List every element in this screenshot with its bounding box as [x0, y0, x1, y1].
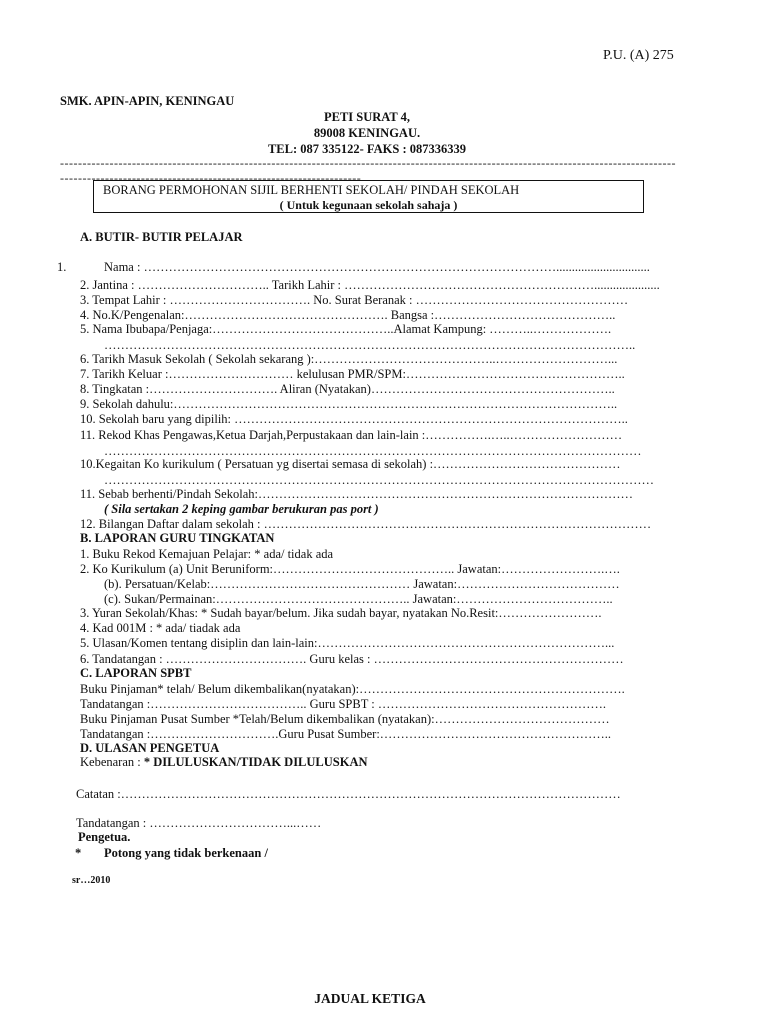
item-number-1: 1. [57, 260, 67, 274]
field-buku-rekod: 1. Buku Rekod Kemajuan Pelajar: * ada/ tidak ada [80, 547, 334, 561]
field-kebenaran [80, 755, 368, 770]
kebenaran-label: Kebenaran : [80, 755, 144, 769]
form-code: sr…2010 [72, 875, 111, 886]
field-sebab-berhenti: 11. Sebab berhenti/Pindah Sekolah:……………………………………………………………………………… [80, 487, 633, 501]
field-tandatangan-guru: 6. Tandatangan : ……………………………. Guru kelas : …………………………………………………… [80, 652, 624, 666]
field-jantina: 2. Jantina : ………………………….. Tarikh Lahir : ……………………………………………………..................... [80, 278, 660, 292]
field-ulasan-disiplin: 5. Ulasan/Komen tentang disiplin dan lain-lain:……………………………………………………………... [80, 636, 615, 650]
field-persatuan: (b). Persatuan/Kelab:………………………………………… Jawatan:………………………………… [104, 577, 620, 591]
schedule-title: JADUAL KETIGA [314, 991, 426, 1006]
field-tempat-lahir: 3. Tempat Lahir : ……………………………. No. Surat Beranak : …………………………………………… [80, 293, 629, 307]
field-no-kp: 4. No.K/Pengenalan:…………………………………………. Bangsa :…………………………………….. [80, 308, 616, 322]
field-kokurikulum: 10.Kegaitan Ko kurikulum ( Persatuan yg disertai semasa di sekolah) :……………………………………… [80, 457, 621, 471]
school-name: SMK. APIN-APIN, KENINGAU [60, 94, 235, 108]
field-tingkatan: 8. Tingkatan :…………………………. Aliran (Nyatakan)………………………………………………….. [80, 382, 615, 396]
section-b-heading: B. LAPORAN GURU TINGKATAN [80, 531, 275, 545]
field-yuran: 3. Yuran Sekolah/Khas: * Sudah bayar/belum. Jika sudah bayar, nyatakan No.Resit:……………………. [80, 606, 602, 620]
phone-fax: TEL: 087 335122- FAKS : 087336339 [267, 142, 467, 156]
field-tandatangan-spbt: Tandatangan :……………………………….. Guru SPBT : ………………………………………………. [80, 697, 606, 711]
section-d-heading: D. ULASAN PENGETUA [80, 741, 220, 755]
potong-note: Potong yang tidak berkenaan / [104, 846, 268, 860]
field-rekod-khas-cont: ………………………………………………………………………………………………………………… [104, 444, 642, 458]
address-line-2: 89008 KENINGAU. [313, 126, 421, 140]
field-catatan: Catatan :………………………………………………………………………………………………………… [76, 787, 621, 801]
field-kokurikulum-cont: …………………………………………………………………………………………………………………… [104, 473, 654, 487]
pengetua-label: Pengetua. [78, 830, 131, 844]
asterisk: * [75, 846, 82, 860]
form-title: BORANG PERMOHONAN SIJIL BERHENTI SEKOLAH/ PINDAH SEKOLAH [103, 183, 520, 197]
address-line-1: PETI SURAT 4, [323, 110, 411, 124]
kebenaran-value: * DILULUSKAN/TIDAK DILULUSKAN [143, 755, 368, 769]
field-pusat-sumber: Buku Pinjaman Pusat Sumber *Telah/Belum dikembalikan (nyatakan):…………………………………… [80, 712, 610, 726]
field-nama-ibubapa-cont: ……………………………………………………………………………………………………………….. [104, 338, 636, 352]
field-sekolah-dahulu: 9. Sekolah dahulu:…………………………………………………………………………………………….. [80, 397, 618, 411]
field-unit-beruniform: 2. Ko Kurikulum (a) Unit Beruniform:…………………………………….. Jawatan:…………………….…. [80, 562, 620, 576]
field-tandatangan-pengetua: Tandatangan : ……………………………...…… [76, 816, 322, 830]
field-sukan: (c). Sukan/Permainan:……………………………………….. Jawatan:……………………………….. [104, 592, 613, 606]
field-tarikh-masuk: 6. Tarikh Masuk Sekolah ( Sekolah sekarang ):……………………………………..………………………... [80, 352, 618, 366]
field-tandatangan-pusat-sumber: Tandatangan :………………………….Guru Pusat Sumber:……………………………………………….. [80, 727, 612, 741]
field-nama: Nama : ……………………………………………………………………………………….............................. [104, 260, 650, 274]
form-subtitle: ( Untuk kegunaan sekolah sahaja ) [279, 198, 458, 212]
header-separator: ------------------------------------------------------------------------------------------------------------------------------------------------------------------------------------------------------------ [60, 156, 676, 185]
section-c-heading: C. LAPORAN SPBT [80, 666, 192, 680]
field-kad-001m: 4. Kad 001M : * ada/ tiadak ada [80, 621, 241, 635]
field-nama-ibubapa: 5. Nama Ibubapa/Penjaga:……………………………………..Alamat Kampung: ………..………………. [80, 322, 612, 336]
section-a-heading: A. BUTIR- BUTIR PELAJAR [80, 230, 243, 244]
page-reference: P.U. (A) 275 [603, 48, 674, 63]
field-tarikh-keluar: 7. Tarikh Keluar :………………………… kelulusan PMR/SPM:…………………………………………….. [80, 367, 625, 381]
field-sekolah-baru: 10. Sekolah baru yang dipilih: ………………………………………………………………………………….. [80, 412, 628, 426]
field-bilangan-daftar: 12. Bilangan Daftar dalam sekolah : ………………………………………………………………………………… [80, 517, 652, 531]
field-rekod-khas: 11. Rekod Khas Pengawas,Ketua Darjah,Perpustakaan dan lain-lain :…………….…..……………………… [80, 428, 623, 442]
field-buku-pinjaman: Buku Pinjaman* telah/ Belum dikembalikan(nyatakan):………………………………………………………. [80, 682, 625, 696]
photo-note: ( Sila sertakan 2 keping gambar berukuran pas port ) [104, 502, 379, 516]
